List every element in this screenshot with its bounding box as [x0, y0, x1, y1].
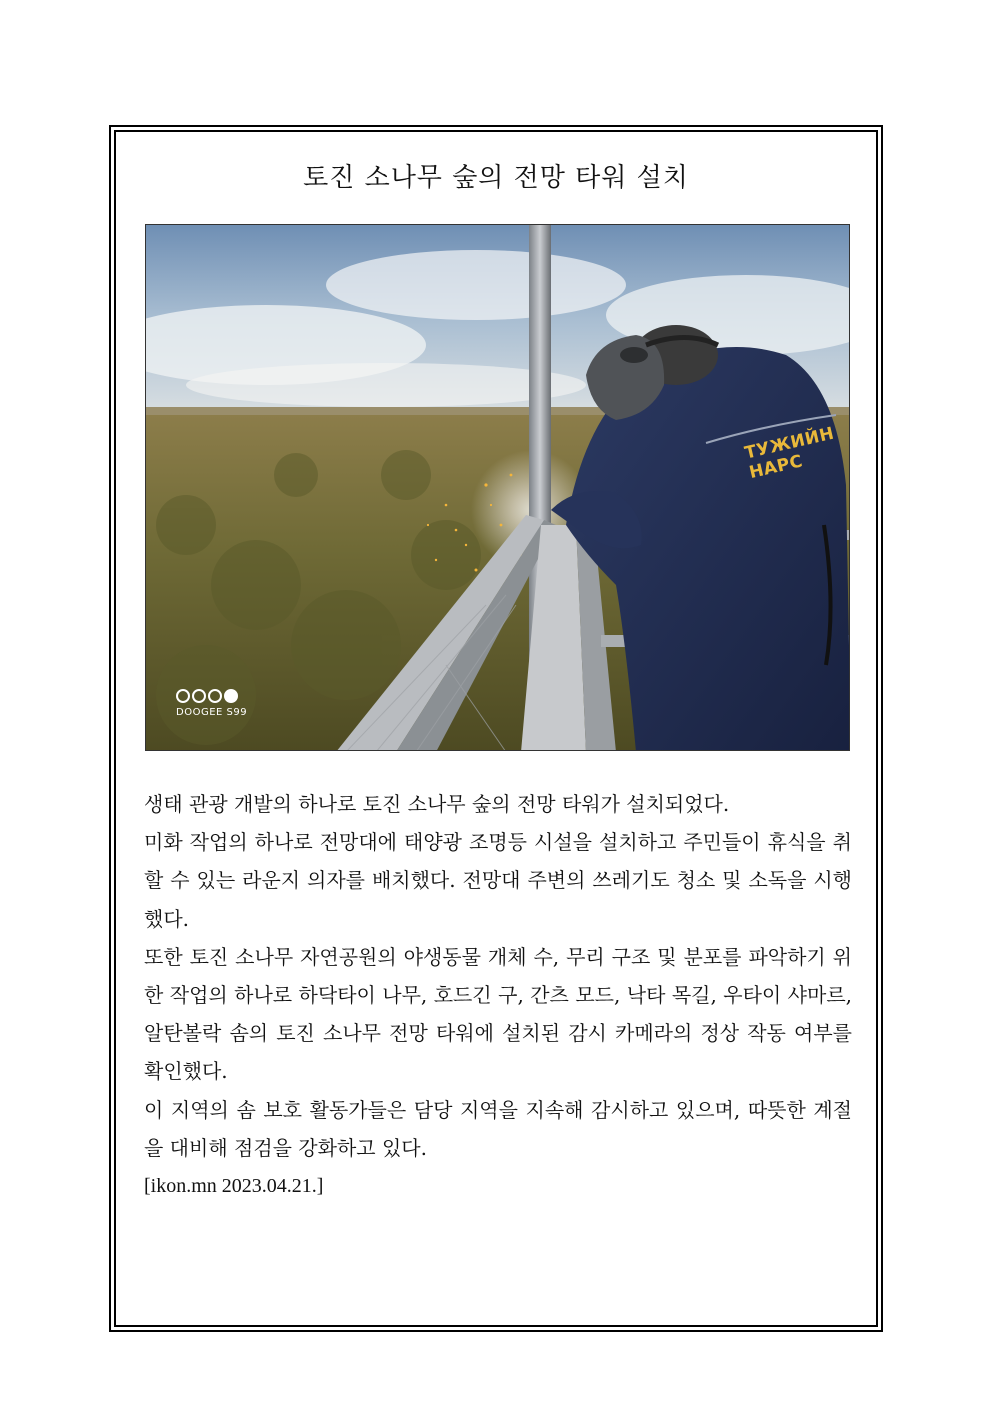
article-body	[144, 785, 852, 1205]
camera-model-label: DOOGEE S99	[176, 707, 248, 718]
camera-logo-icon	[176, 689, 247, 703]
jacket-lettering: ТУЖИЙН НАРС	[742, 423, 837, 484]
source-citation: [ikon.mn 2023.04.21.]	[144, 1175, 324, 1198]
paragraph-2: 미화 작업의 하나로 전망대에 태양광 조명등 시설을 설치하고 주민들이 휴식을 취할 수 있는 라운지 의자를 배치했다. 전망대 주변의 쓰레기도 청소 및 소독을 시행했다.	[144, 830, 852, 931]
camera-watermark	[176, 689, 247, 718]
page-title: 토진 소나무 숲의 전망 타워 설치	[303, 163, 689, 193]
photo-illustration	[146, 225, 850, 751]
paragraph-3: 또한 토진 소나무 자연공원의 야생동물 개체 수, 무리 구조 및 분포를 파악하기 위한 작업의 하나로 하닥타이 나무, 호드긴 구, 간츠 모드, 낙타 목길, 우타이 샤마르, 알탄볼락 솜의 토진 소나무 전망 타워에 설치된 감시 카메라의 정상 작동 여부를 확인했다.	[144, 944, 852, 1084]
paragraph-4: 이 지역의 솜 보호 활동가들은 담당 지역을 지속해 감시하고 있으며, 따뜻한 계절을 대비해 점검을 강화하고 있다.	[144, 1097, 852, 1160]
paragraph-1: 생태 관광 개발의 하나로 토진 소나무 숲의 전망 타워가 설치되었다.	[144, 792, 730, 816]
article-photo	[145, 224, 850, 751]
